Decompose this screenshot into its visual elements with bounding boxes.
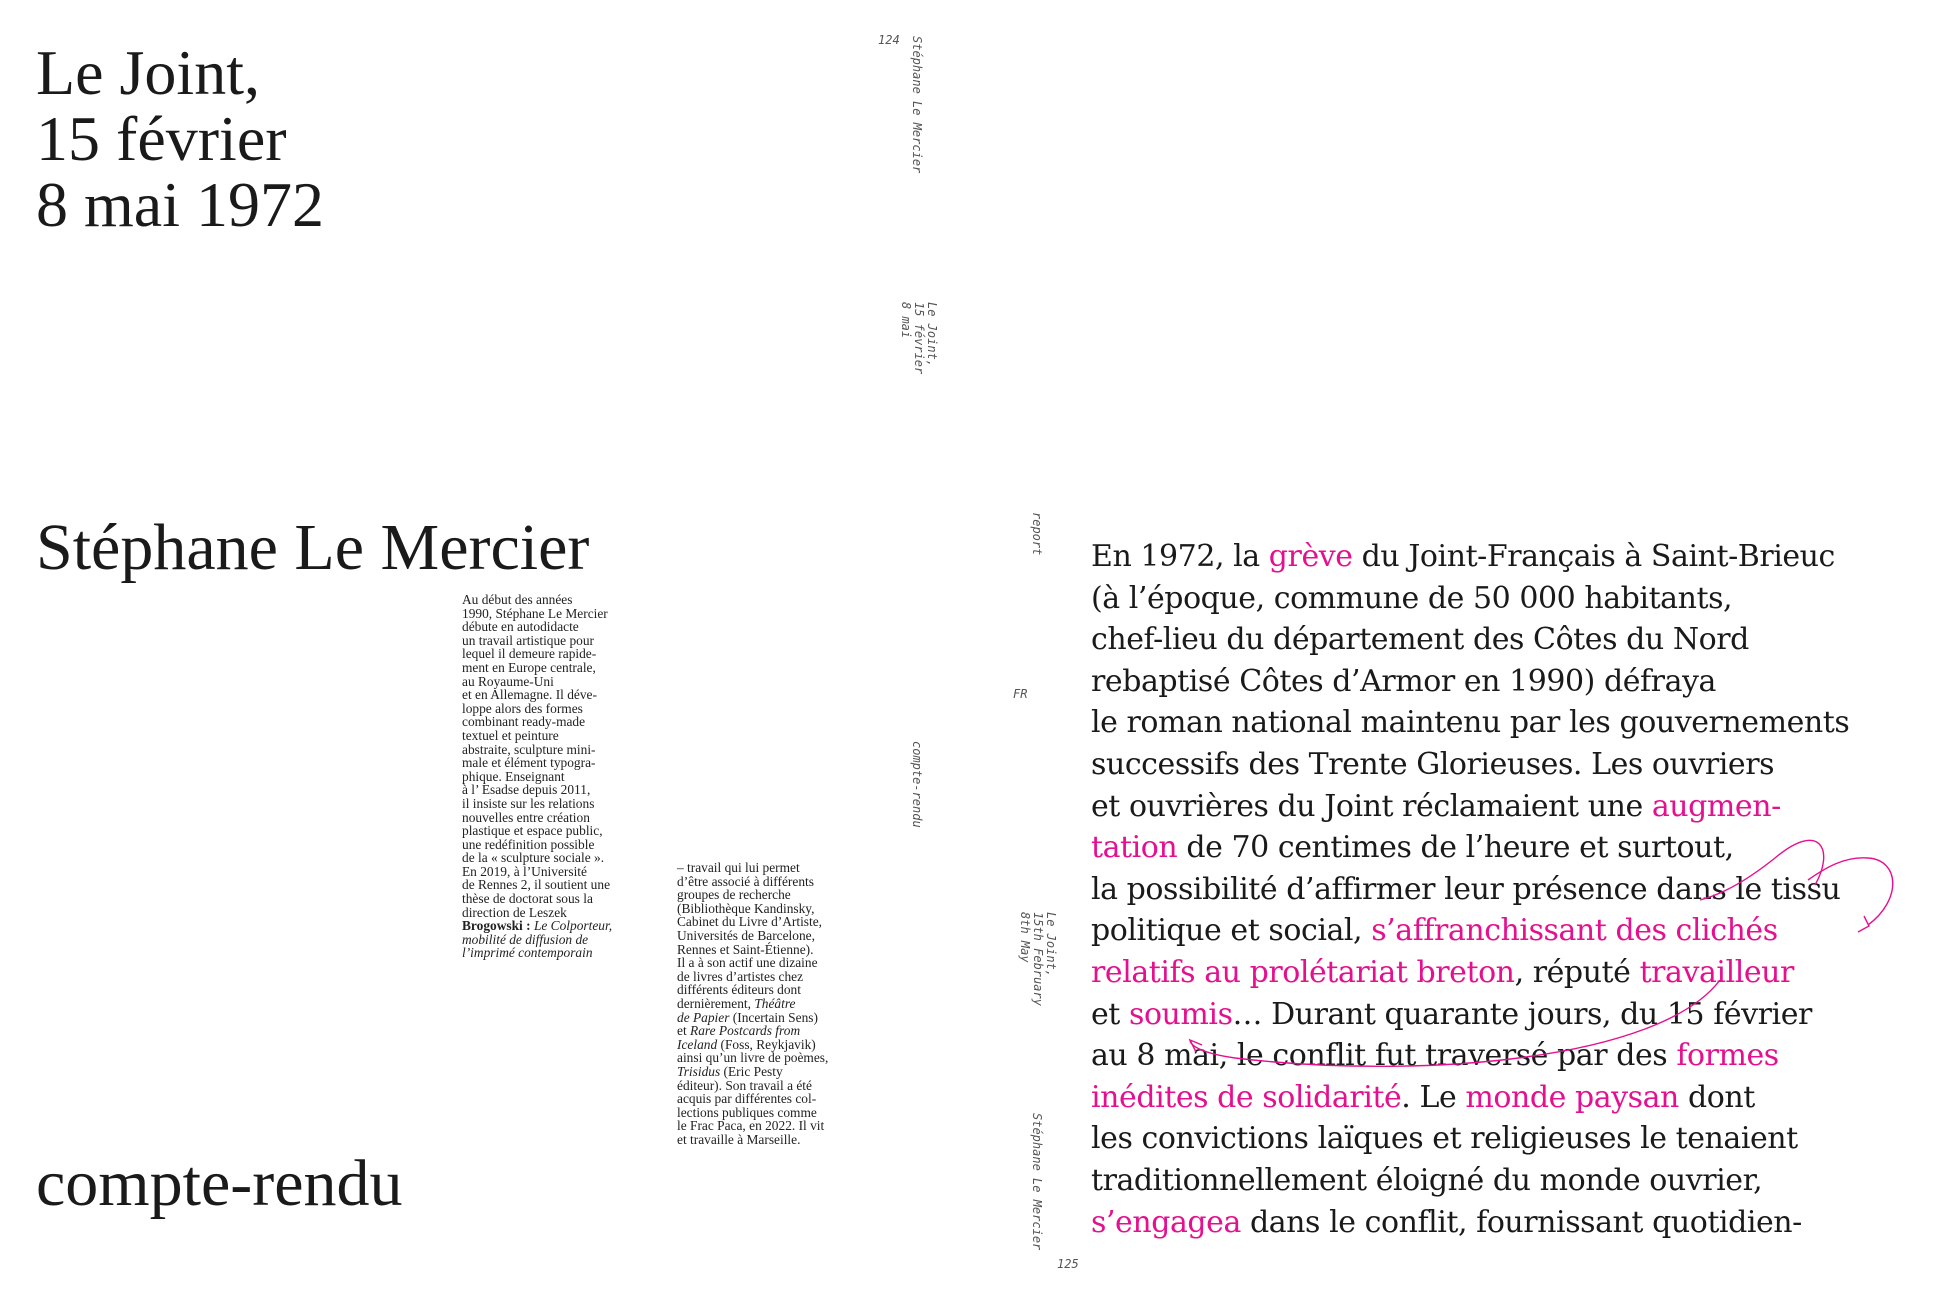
bio-line: ment en Europe centrale, (462, 659, 596, 675)
bio-italic: Théâtre (754, 995, 796, 1011)
running-head-line: Le Joint, (925, 302, 939, 368)
highlighted-text: relatifs au prolétariat breton (1091, 954, 1515, 990)
bio-line: le Frac Paca, en 2022. Il vit (677, 1118, 825, 1134)
bio-line (462, 946, 612, 960)
body-text: , réputé (1514, 954, 1640, 990)
body-line (1091, 1035, 1849, 1077)
body-text: En 1972, la (1091, 539, 1269, 574)
bio-line: thèse de doctorat sous la (462, 891, 593, 907)
bio-line: Universités de Barcelone, (677, 927, 815, 943)
highlighted-text: inédites de solidarité (1091, 1079, 1402, 1115)
body-line: chef-lieu du département des Côtes du Nord (1091, 622, 1749, 658)
bio-line: et en Allemagne. Il déve- (462, 687, 597, 703)
bio-italic: de Papier (677, 1009, 730, 1025)
body-text: dans le conflit, fournissant quotidien- (1240, 1204, 1802, 1240)
running-head-title-en (1018, 912, 1057, 1006)
title-line-1: Le Joint, (36, 37, 260, 108)
bio-line (677, 997, 828, 1011)
bio-line: textuel et peinture (462, 727, 559, 743)
running-head-line: 8 mai (899, 302, 913, 339)
running-head-line: 15 février (912, 302, 926, 375)
body-line (1091, 952, 1849, 994)
bio-line: et travaille à Marseille. (677, 1131, 801, 1147)
bio-line: Cabinet du Livre d’Artiste, (677, 914, 823, 930)
page-title (36, 37, 324, 240)
page-number-left: 124 (878, 33, 900, 47)
body-line (1091, 1077, 1849, 1119)
body-line: traditionnellement éloigné du monde ouvrier, (1091, 1162, 1763, 1198)
bio-italic: l’imprimé contemporain (462, 945, 593, 961)
language-tag: FR (1013, 687, 1028, 701)
body-text: dont (1678, 1079, 1755, 1115)
bio-line: (Bibliothèque Kandinsky, (677, 900, 815, 916)
bio-line: En 2019, à l’Université (462, 863, 587, 879)
highlighted-text: formes (1676, 1038, 1779, 1074)
bio-line (677, 1065, 828, 1079)
highlighted-text: grève (1268, 539, 1353, 574)
bio-line: d’être associé à différents (677, 873, 814, 889)
body-line (1091, 827, 1849, 869)
bio-line: groupes de recherche (677, 887, 791, 903)
bio-line: débute en autodidacte (462, 619, 579, 635)
bio-line: direction de Leszek (462, 904, 567, 920)
body-line (1091, 1202, 1849, 1244)
bio-line: plastique et espace public, (462, 823, 603, 839)
bio-line: – travail qui lui permet (677, 860, 800, 875)
bio-line: abstraite, sculpture mini- (462, 741, 596, 757)
bio-line: de Rennes 2, il soutient une (462, 877, 611, 893)
bio-column-2 (677, 861, 828, 1146)
bio-line: une redéfinition possible (462, 836, 595, 852)
highlighted-text: travailleur (1639, 954, 1794, 990)
bio-text: (Incertain Sens) (729, 1009, 818, 1025)
bio-italic: mobilité de diffusion de (462, 931, 589, 947)
bio-text: (Eric Pesty (720, 1063, 783, 1079)
highlighted-text: soumis (1129, 996, 1233, 1032)
bio-italic: Trisidus (677, 1063, 721, 1079)
running-head-line: 8th May (1018, 912, 1032, 963)
bio-line: male et élément typogra- (462, 755, 596, 771)
bio-line (462, 933, 612, 947)
bio-line: différents éditeurs dont (677, 982, 801, 998)
bio-line: un travail artistique pour (462, 632, 595, 648)
bio-line: acquis par différentes col- (677, 1091, 817, 1107)
main-body-text (1091, 536, 1849, 1243)
body-text: de 70 centimes de l’heure et surtout, (1177, 830, 1734, 866)
highlighted-text: tation (1091, 830, 1178, 866)
bio-italic: Rare Postcards from (690, 1023, 801, 1039)
bio-line: loppe alors des formes (462, 700, 583, 716)
body-line: successifs des Trente Glorieuses. Les ouvriers (1091, 746, 1775, 782)
highlighted-text: monde paysan (1465, 1079, 1679, 1115)
running-head-author-left: Stéphane Le Mercier (910, 36, 924, 174)
highlighted-text: augmen- (1651, 788, 1781, 824)
bio-line (677, 1011, 828, 1025)
highlighted-text: s’affranchissant des clichés (1371, 913, 1778, 949)
bio-italic: Le Colporteur, (533, 918, 613, 934)
bio-line (677, 1038, 828, 1052)
bio-line: ainsi qu’un livre de poèmes, (677, 1050, 829, 1066)
bio-line (462, 919, 612, 933)
title-line-2: 15 février (36, 103, 287, 174)
bio-line: Il a à son actif une dizaine (677, 955, 818, 971)
running-head-author-right: Stéphane Le Mercier (1030, 1113, 1044, 1251)
highlighted-text: s’engagea (1091, 1204, 1241, 1240)
running-head-line: 15th February (1031, 912, 1045, 1006)
bio-line: 1990, Stéphane Le Mercier (462, 605, 608, 621)
author-name: Stéphane Le Mercier (36, 511, 590, 584)
body-text: et ouvrières du Joint réclamaient une (1091, 788, 1652, 824)
body-text: politique et social, (1091, 913, 1372, 949)
bio-text: (Foss, Reykjavik) (717, 1036, 816, 1052)
bio-column-1 (462, 593, 612, 960)
bio-line: de livres d’artistes chez (677, 968, 804, 984)
section-title: compte-rendu (36, 1147, 403, 1220)
bio-text: dernièrement, (677, 995, 755, 1011)
body-line (1091, 536, 1849, 578)
body-line: les convictions laïques et religieuses le tenaient (1091, 1121, 1798, 1157)
bio-bold: Brogowski : (462, 918, 534, 934)
title-line-3: 8 mai 1972 (36, 169, 324, 240)
bio-line: lections publiques comme (677, 1104, 817, 1120)
bio-line: à l’ Esadse depuis 2011, (462, 782, 591, 798)
bio-line (677, 1024, 828, 1038)
body-line (1091, 994, 1849, 1036)
bio-line: il insiste sur les relations (462, 795, 595, 811)
body-line (1091, 786, 1849, 828)
body-line: rebaptisé Côtes d’Armor en 1990) défraya (1091, 663, 1716, 699)
bio-text: et (677, 1023, 691, 1039)
body-text: et (1091, 996, 1129, 1032)
body-line: le roman national maintenu par les gouvernements (1091, 705, 1850, 741)
body-line: (à l’époque, commune de 50 000 habitants, (1091, 580, 1733, 616)
bio-line: nouvelles entre création (462, 809, 590, 825)
bio-line: éditeur). Son travail a été (677, 1077, 812, 1093)
bio-line: phique. Enseignant (462, 768, 565, 784)
body-text: du Joint-Français à Saint-Brieuc (1352, 539, 1835, 574)
bio-line: combinant ready-made (462, 714, 586, 730)
running-head-line: Le Joint, (1044, 912, 1058, 978)
running-head-title-fr (899, 302, 938, 374)
bio-line: Rennes et Saint-Étienne). (677, 941, 814, 957)
annotation-arrowhead-down (1858, 916, 1869, 932)
body-line: la possibilité d’affirmer leur présence dans le tissu (1091, 871, 1841, 907)
bio-line: Au début des années (462, 592, 573, 607)
body-text: . Le (1401, 1079, 1466, 1115)
body-text: … Durant quarante jours, du 15 février (1232, 996, 1812, 1032)
running-head-report: report (1030, 512, 1044, 556)
bio-italic: Iceland (677, 1036, 718, 1052)
page-number-right: 125 (1057, 1257, 1079, 1271)
bio-line: au Royaume-Uni (462, 673, 554, 689)
body-line (1091, 910, 1849, 952)
bio-line: de la « sculpture sociale ». (462, 850, 605, 866)
body-text: au 8 mai, le conflit fut traversé par des (1091, 1038, 1677, 1074)
bio-line: lequel il demeure rapide- (462, 646, 597, 662)
running-head-section-left: compte-rendu (910, 741, 924, 828)
